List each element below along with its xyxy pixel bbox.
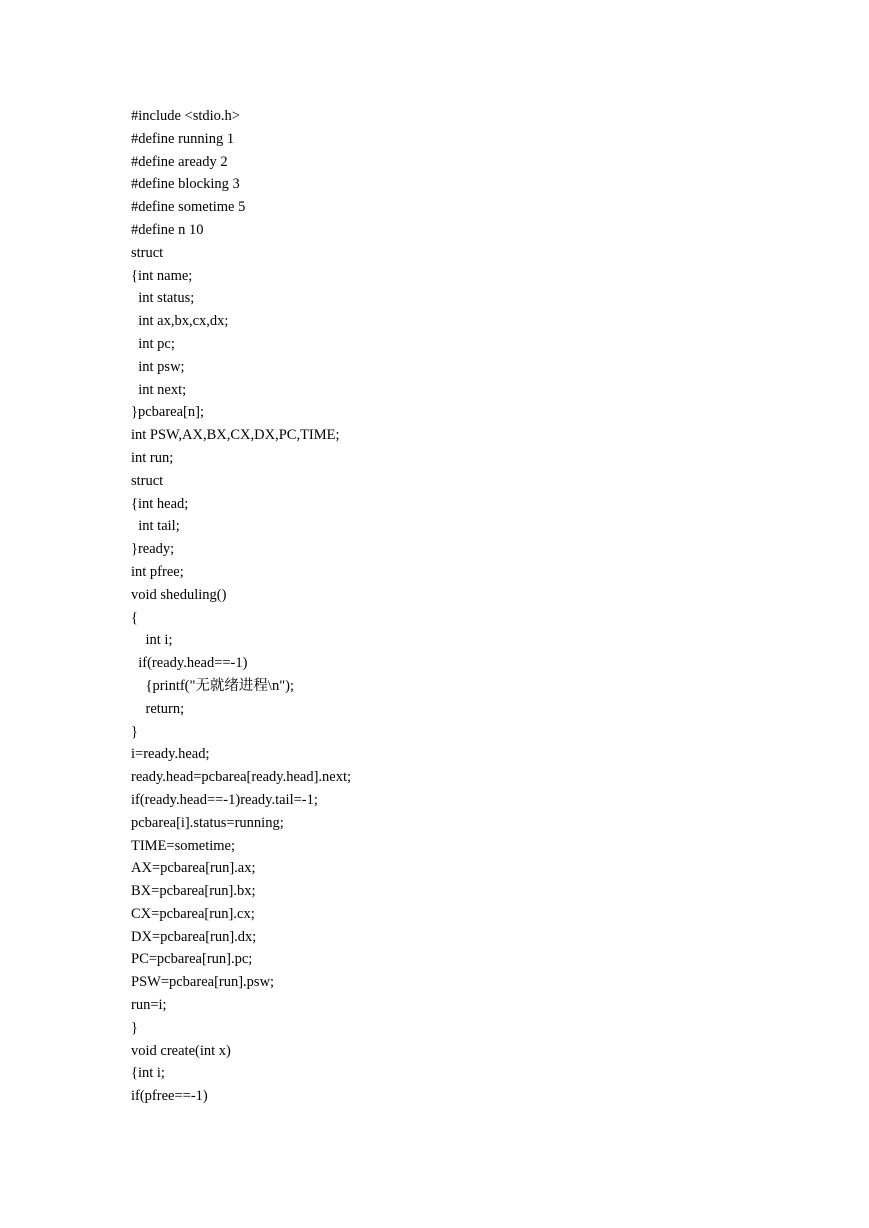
code-line: } <box>131 1019 138 1036</box>
code-line: run=i; <box>131 997 167 1014</box>
code-line: }pcbarea[n]; <box>131 404 204 421</box>
code-line: i=ready.head; <box>131 746 210 763</box>
code-line: if(ready.head==-1)ready.tail=-1; <box>131 791 318 808</box>
code-line: {int name; <box>131 267 193 284</box>
code-line: int PSW,AX,BX,CX,DX,PC,TIME; <box>131 427 340 444</box>
code-line: #include <stdio.h> <box>131 108 240 124</box>
code-line: if(pfree==-1) <box>131 1088 208 1105</box>
code-line: pcbarea[i].status=running; <box>131 814 284 831</box>
code-line: return; <box>131 700 185 717</box>
code-line: ready.head=pcbarea[ready.head].next; <box>131 769 352 786</box>
code-line: { <box>131 609 138 626</box>
code-line: #define n 10 <box>131 221 204 238</box>
code-line: void create(int x) <box>131 1042 231 1059</box>
code-line: if(ready.head==-1) <box>131 655 248 672</box>
code-line: int psw; <box>131 358 185 375</box>
code-line: DX=pcbarea[run].dx; <box>131 928 257 945</box>
code-line: int i; <box>131 632 173 649</box>
code-line: AX=pcbarea[run].ax; <box>131 860 256 877</box>
code-line: int run; <box>131 449 174 466</box>
code-line: struct <box>131 244 164 261</box>
code-line: #define sometime 5 <box>131 199 246 216</box>
code-line: int next; <box>131 381 187 398</box>
code-line: } <box>131 723 138 740</box>
code-line: struct <box>131 472 164 489</box>
code-line: int ax,bx,cx,dx; <box>131 313 229 330</box>
code-line: #define running 1 <box>131 130 235 147</box>
code-line: {int head; <box>131 495 189 512</box>
code-listing <box>131 105 351 1108</box>
code-line: {printf("无就绪进程\n"); <box>131 677 294 694</box>
code-line: }ready; <box>131 541 175 558</box>
code-line: #define aready 2 <box>131 153 228 170</box>
code-line: int pc; <box>131 335 175 352</box>
code-line: int status; <box>131 290 195 307</box>
code-line: PSW=pcbarea[run].psw; <box>131 974 275 991</box>
code-line: BX=pcbarea[run].bx; <box>131 883 256 900</box>
code-line: #define blocking 3 <box>131 176 240 193</box>
code-line: CX=pcbarea[run].cx; <box>131 905 255 922</box>
code-line: int tail; <box>131 518 180 535</box>
code-line: void sheduling() <box>131 586 227 603</box>
code-line: PC=pcbarea[run].pc; <box>131 951 253 968</box>
code-line: int pfree; <box>131 563 184 580</box>
code-line: TIME=sometime; <box>131 837 236 854</box>
code-line: {int i; <box>131 1065 165 1082</box>
